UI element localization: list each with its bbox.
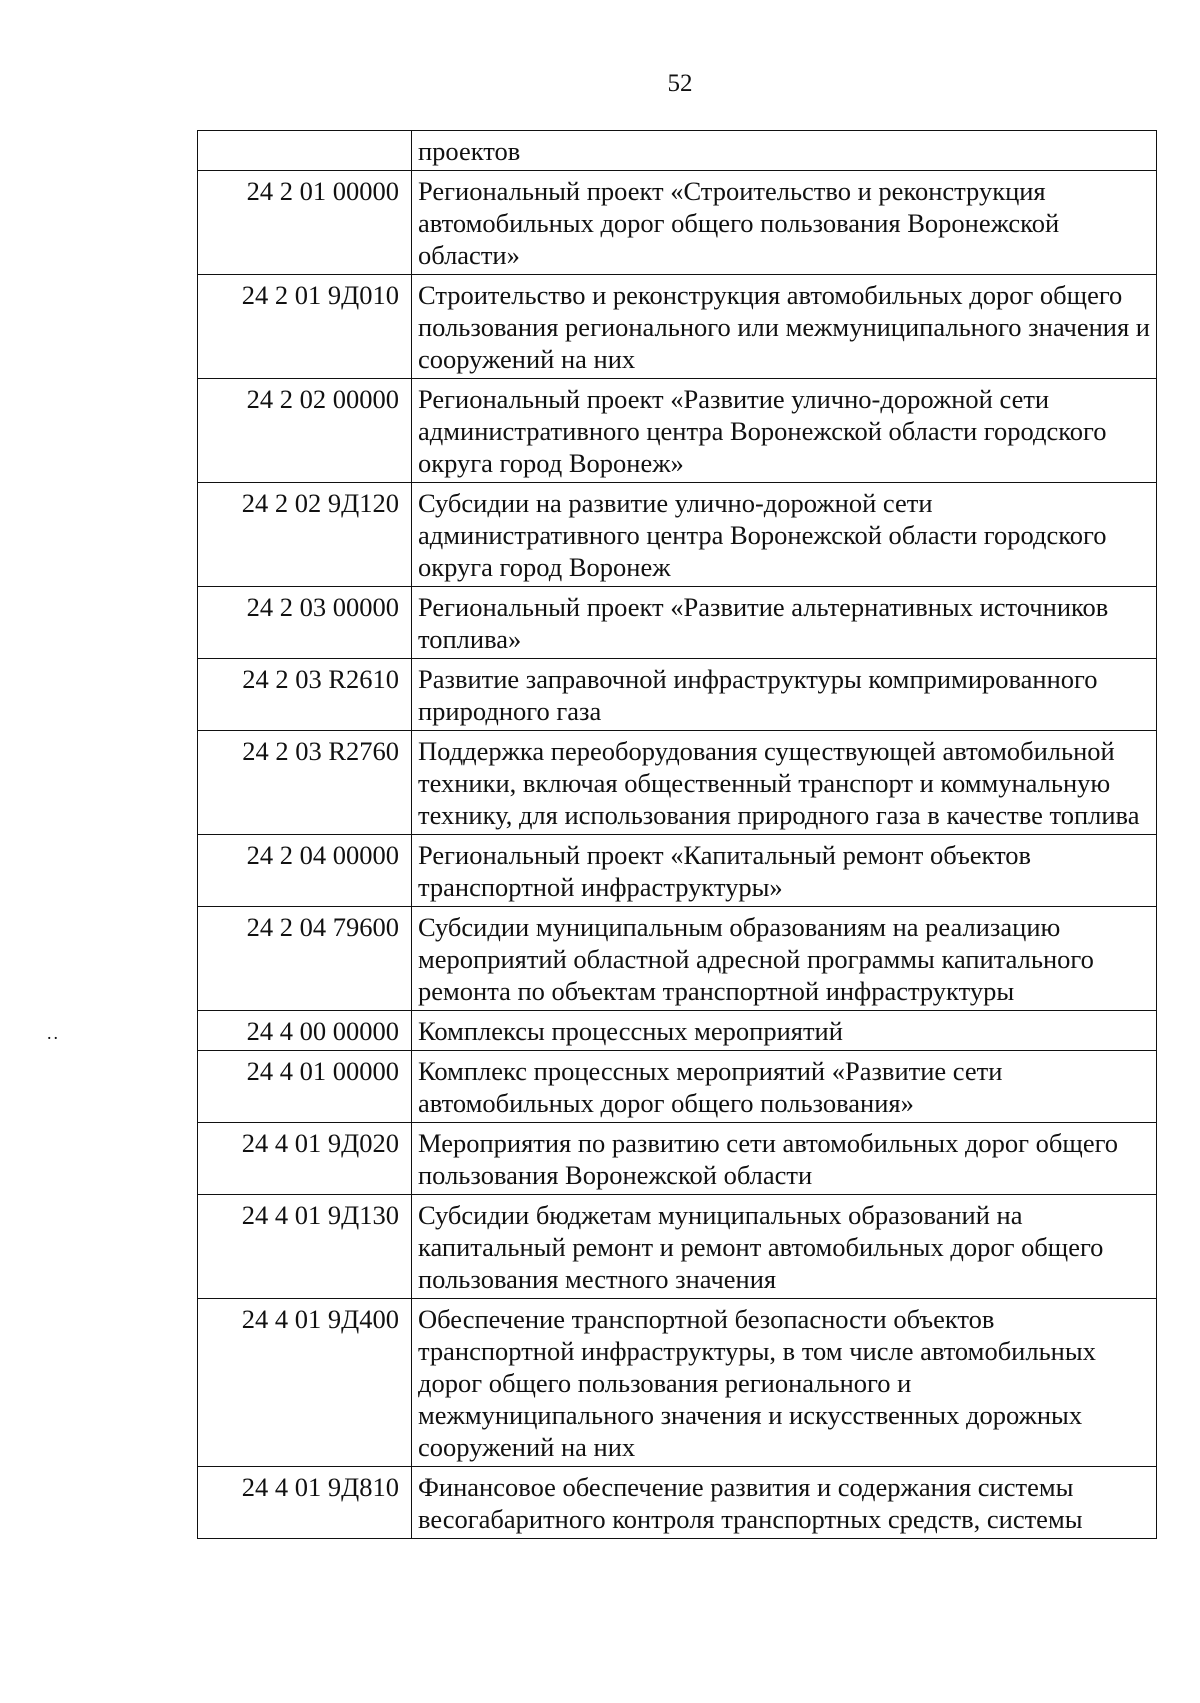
table-row bbox=[198, 1051, 1157, 1123]
table-row bbox=[198, 131, 1157, 171]
code-cell: 24 2 03 R2760 bbox=[198, 731, 412, 835]
description-cell: Комплексы процессных мероприятий bbox=[412, 1011, 1157, 1051]
description-cell: проектов bbox=[412, 131, 1157, 171]
description-cell: Комплекс процессных мероприятий «Развитие сети автомобильных дорог общего пользования» bbox=[412, 1051, 1157, 1123]
description-cell: Строительство и реконструкция автомобильных дорог общего пользования регионального или межмуниципального значения и сооружений на них bbox=[412, 275, 1157, 379]
table-row bbox=[198, 907, 1157, 1011]
code-cell bbox=[198, 131, 412, 171]
table-row bbox=[198, 835, 1157, 907]
code-cell: 24 2 02 00000 bbox=[198, 379, 412, 483]
table-row bbox=[198, 171, 1157, 275]
description-cell: Обеспечение транспортной безопасности объектов транспортной инфраструктуры, в том числе автомобильных дорог общего пользования регионального и межмуниципального значения и искусственных дорожных сооружений на них bbox=[412, 1299, 1157, 1467]
description-cell: Финансовое обеспечение развития и содержания системы весогабаритного контроля транспортных средств, системы bbox=[412, 1467, 1157, 1539]
code-cell: 24 2 02 9Д120 bbox=[198, 483, 412, 587]
code-cell: 24 4 00 00000 bbox=[198, 1011, 412, 1051]
code-cell: 24 4 01 9Д400 bbox=[198, 1299, 412, 1467]
description-cell: Региональный проект «Строительство и реконструкция автомобильных дорог общего пользования Воронежской области» bbox=[412, 171, 1157, 275]
description-cell: Субсидии муниципальным образованиям на реализацию мероприятий областной адресной программы капитального ремонта по объектам транспортной инфраструктуры bbox=[412, 907, 1157, 1011]
table-row bbox=[198, 379, 1157, 483]
description-cell: Мероприятия по развитию сети автомобильных дорог общего пользования Воронежской области bbox=[412, 1123, 1157, 1195]
code-cell: 24 4 01 9Д020 bbox=[198, 1123, 412, 1195]
code-cell: 24 4 01 00000 bbox=[198, 1051, 412, 1123]
table-row bbox=[198, 1195, 1157, 1299]
description-cell: Поддержка переоборудования существующей автомобильной техники, включая общественный транспорт и коммунальную технику, для использования природного газа в качестве топлива bbox=[412, 731, 1157, 835]
table-body bbox=[198, 131, 1157, 1539]
code-cell: 24 2 03 R2610 bbox=[198, 659, 412, 731]
code-cell: 24 2 04 00000 bbox=[198, 835, 412, 907]
description-cell: Субсидии бюджетам муниципальных образований на капитальный ремонт и ремонт автомобильных дорог общего пользования местного значения bbox=[412, 1195, 1157, 1299]
code-cell: 24 4 01 9Д130 bbox=[198, 1195, 412, 1299]
code-cell: 24 2 01 00000 bbox=[198, 171, 412, 275]
budget-classification-table bbox=[197, 130, 1157, 1539]
code-cell: 24 2 04 79600 bbox=[198, 907, 412, 1011]
description-cell: Региональный проект «Капитальный ремонт объектов транспортной инфраструктуры» bbox=[412, 835, 1157, 907]
description-cell: Региональный проект «Развитие альтернативных источников топлива» bbox=[412, 587, 1157, 659]
table-row bbox=[198, 731, 1157, 835]
table-row bbox=[198, 587, 1157, 659]
table-row bbox=[198, 483, 1157, 587]
table-row bbox=[198, 1299, 1157, 1467]
code-cell: 24 2 03 00000 bbox=[198, 587, 412, 659]
description-cell: Субсидии на развитие улично-дорожной сети административного центра Воронежской области городского округа город Воронеж bbox=[412, 483, 1157, 587]
description-cell: Развитие заправочной инфраструктуры компримированного природного газа bbox=[412, 659, 1157, 731]
table-row bbox=[198, 275, 1157, 379]
margin-mark: .. bbox=[47, 1023, 60, 1043]
table-row bbox=[198, 1123, 1157, 1195]
description-cell: Региональный проект «Развитие улично-дорожной сети административного центра Воронежской области городского округа город Воронеж» bbox=[412, 379, 1157, 483]
table-row bbox=[198, 1011, 1157, 1051]
table-row bbox=[198, 1467, 1157, 1539]
code-cell: 24 4 01 9Д810 bbox=[198, 1467, 412, 1539]
page-number: 52 bbox=[667, 70, 693, 97]
table-row bbox=[198, 659, 1157, 731]
code-cell: 24 2 01 9Д010 bbox=[198, 275, 412, 379]
